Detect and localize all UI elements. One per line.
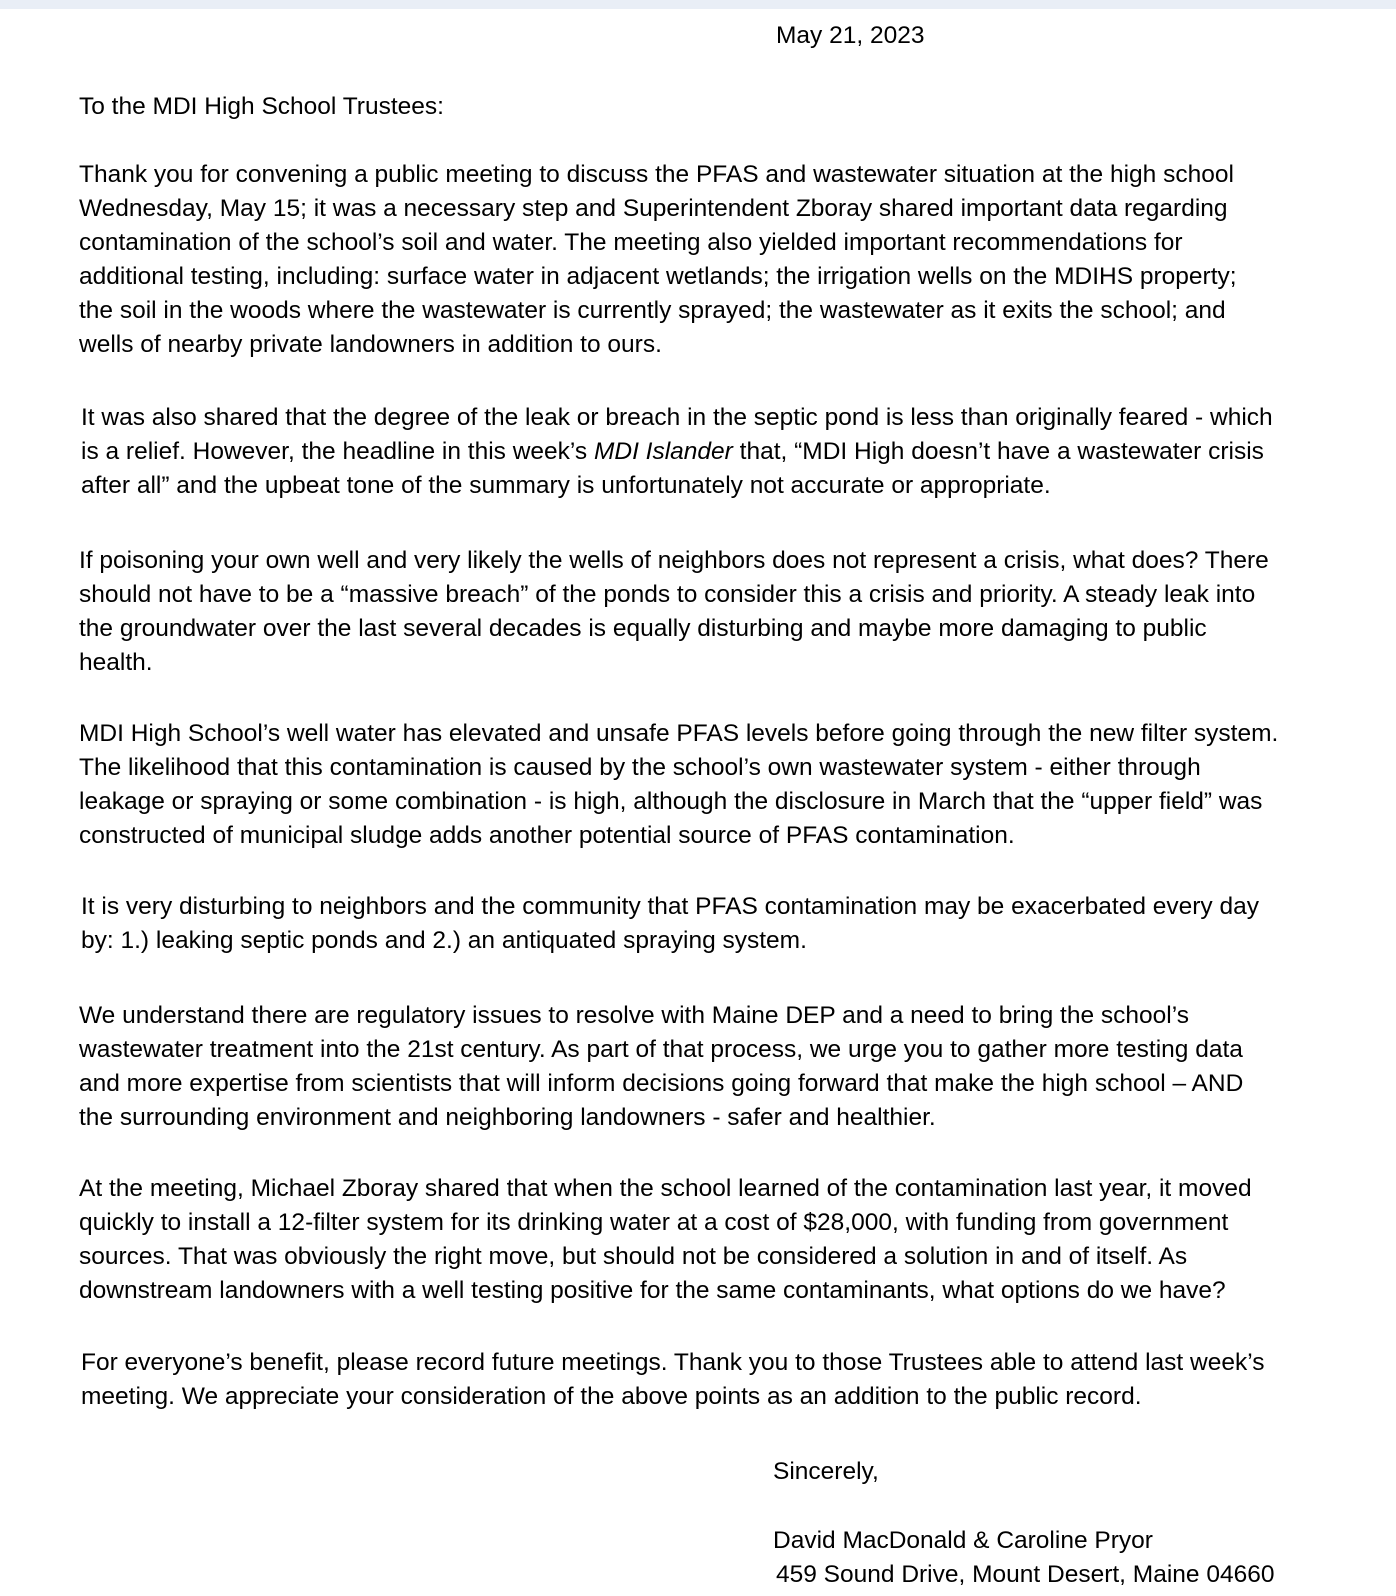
letter-date: May 21, 2023 (776, 22, 925, 49)
paragraph-headline-response (81, 401, 1381, 503)
letter-salutation: To the MDI High School Trustees: (79, 93, 444, 120)
newspaper-title: MDI Islander (593, 438, 733, 465)
signature-names: David MacDonald & Caroline Pryor (773, 1527, 1153, 1554)
paragraph-thank-you: Thank you for convening a public meeting to discuss the PFAS and wastewater situation at the high school Wednesday, May 15; it was a necessary step and Superintendent Zboray shared important data regarding contamination of the school’s soil and water. The meeting also yielded important recommendations for additional testing, including: surface water in adjacent wetlands; the irrigation wells on the MDIHS property; the soil in the woods where the wastewater is currently sprayed; the wastewater as it exits the school; and wells of nearby private landowners in addition to ours. (79, 161, 1237, 358)
paragraph-text-before-italic: It was also shared that the degree of the leak or breach in the septic pond is less than originally feared - which is a relief. However, the headline in this week’s (81, 404, 1273, 465)
paragraph-well-water: MDI High School’s well water has elevated and unsafe PFAS levels before going through the new filter system. The likelihood that this contamination is caused by the school’s own wastewater system - either through leakage or spraying or some combination - is high, although the disclosure in March that the “upper field” was constructed of municipal sludge adds another potential source of PFAS contamination. (79, 720, 1279, 849)
paragraph-disturbing: It is very disturbing to neighbors and the community that PFAS contamination may be exacerbated every day by: 1.) leaking septic ponds and 2.) an antiquated spraying system. (81, 893, 1259, 954)
signature-address: 459 Sound Drive, Mount Desert, Maine 04660 (776, 1561, 1275, 1588)
paragraph-crisis-question: If poisoning your own well and very likely the wells of neighbors does not represent a crisis, what does? There should not have to be a “massive breach” of the ponds to consider this a crisis and priority. A steady leak into the groundwater over the last several decades is equally disturbing and maybe more damaging to public health. (79, 547, 1269, 676)
paragraph-filter-system: At the meeting, Michael Zboray shared that when the school learned of the contamination last year, it moved quickly to install a 12-filter system for its drinking water at a cost of $28,000, with funding from government sources. That was obviously the right move, but should not be considered a solution in and of itself. As downstream landowners with a well testing positive for the same contaminants, what options do we have? (79, 1175, 1252, 1304)
paragraph-regulatory: We understand there are regulatory issues to resolve with Maine DEP and a need to bring the school’s wastewater treatment into the 21st century. As part of that process, we urge you to gather more testing data and more expertise from scientists that will inform decisions going forward that make the high school – AND the surrounding environment and neighboring landowners - safer and healthier. (79, 1002, 1244, 1131)
letter-closing: Sincerely, (773, 1458, 879, 1485)
paragraph-record-meetings: For everyone’s benefit, please record future meetings. Thank you to those Trustees able to attend last week’s meeting. We appreciate your consideration of the above points as an addition to the public record. (81, 1349, 1265, 1410)
paragraph-text-after-italic: that, “MDI High doesn’t have a wastewater crisis after all” and the upbeat tone of the summary is unfortunately not accurate or appropriate. (81, 438, 1264, 499)
